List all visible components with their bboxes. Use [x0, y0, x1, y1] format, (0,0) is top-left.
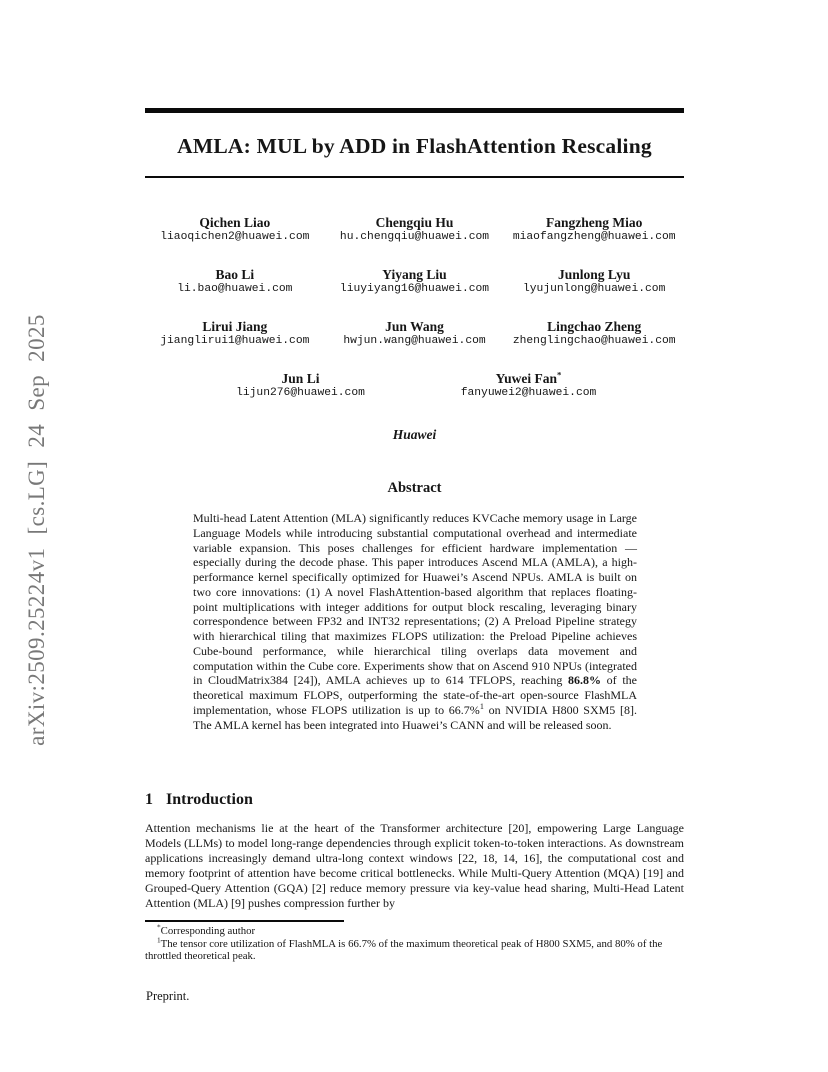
author: [325, 215, 505, 244]
author: [429, 371, 629, 400]
author-email: hu.chengqiu@huawei.com: [339, 231, 490, 243]
introduction-paragraph: Attention mechanisms lie at the heart of the Transformer architecture [20], empowering Large Language Models (LLMs) to model long-range dependencies through explicit token-to-token interactions. As downstream applications increasingly demand ultra-long context windows [22, 18, 14, 16], the computational cost and memory footprint of attention have become critical bottlenecks. While Multi-Query Attention (MQA) [19] and Grouped-Query Attention (GQA) [2] reduce memory pressure via key-value head sharing, Multi-Head Latent Attention (MLA) [9] pushes compression further by: [145, 821, 684, 910]
author: [504, 215, 684, 244]
author-email: jianglirui1@huawei.com: [160, 335, 310, 347]
author-name: Qichen Liao: [199, 215, 271, 230]
footnote-corresponding-author: *Corresponding author: [157, 922, 256, 937]
corresponding-author-mark: *: [557, 369, 562, 380]
footnote-rule: [145, 920, 344, 922]
abstract-bold-value: 86.8%: [568, 673, 602, 688]
footnote-tensor-core: $^1$The tensor core utilization of FlashMLA is 66.7% of the maximum theoretical peak of H800 SXM5, and 80% of the throttled theoretical peak.: [145, 935, 663, 963]
abstract-text: of the theoretical maximum FLOPS, outperforming the state-of-the-art open-source FlashMLA implementation, whose FLOPS utilization is up to 66.7%: [193, 673, 637, 717]
title-rule-top: [145, 108, 684, 113]
paper-title: AMLA: MUL by ADD in FlashAttention Rescaling: [177, 134, 652, 158]
author-email: zhenglingchao@huawei.com: [512, 335, 676, 347]
author-email: lijun276@huawei.com: [236, 387, 365, 399]
abstract-text: Multi-head Latent Attention (MLA) significantly reduces KVCache memory usage in Large Language Models while introducing substantial computational overhead and intermediate variable expansion. This poses challenges for efficient hardware implementation — especially during the decode phase. This paper introduces Ascend MLA (AMLA), a high-performance kernel specifically optimized for Huawei’s Ascend NPUs. AMLA is built on two core innovations: (1) A novel FlashAttention-based algorithm that replaces floating-point multiplications with integer additions for output block rescaling, leveraging binary correspondence between FP32 and INT32 representations; (2) A Preload Pipeline strategy with hierarchical tiling that maximizes FLOPS utilization: the Preload Pipeline achieves Cube-bound performance, while hierarchical tiling overlaps data movement and computation within the Cube core. Experiments show that on Ascend 910 NPUs (integrated in CloudMatrix384 [24]), AMLA achieves up to 614 TFLOPS, reaching: [193, 511, 637, 688]
abstract-text: on NVIDIA H800 SXM5 [8]. The AMLA kernel has been integrated into Huawei’s CANN and will be released soon.: [193, 702, 637, 732]
author-name: Yuwei Fan*: [495, 369, 562, 386]
author-name: Lingchao Zheng: [547, 319, 642, 334]
author: [504, 319, 684, 348]
author-name: Chengqiu Hu: [375, 215, 454, 230]
footnote-marker: *: [157, 922, 161, 932]
footnote-marker: 1: [157, 935, 161, 944]
author-name: Yiyang Liu: [382, 267, 447, 282]
author-email: miaofangzheng@huawei.com: [512, 231, 676, 243]
author-block: [145, 215, 684, 423]
author-email: liaoqichen2@huawei.com: [160, 231, 310, 243]
preprint-label: Preprint.: [146, 989, 190, 1003]
author: [145, 267, 325, 296]
author: [145, 215, 325, 244]
author-name: Lirui Jiang: [202, 319, 268, 334]
author-row: [145, 371, 684, 400]
arxiv-watermark: arXiv:2509.25224v1 [cs.LG] 24 Sep 2025: [24, 314, 49, 746]
author-name: Jun Li: [281, 371, 320, 386]
section-number: 1: [145, 791, 153, 808]
author-row: [145, 215, 684, 244]
author-name: Fangzheng Miao: [545, 215, 643, 230]
footnote-marker: 1: [479, 701, 484, 711]
author: [325, 319, 505, 348]
author: [145, 319, 325, 348]
author-email: fanyuwei2@huawei.com: [460, 387, 597, 399]
author-email: liuyiyang16@huawei.com: [339, 283, 490, 295]
author-name: Junlong Lyu: [557, 267, 631, 282]
author: [201, 371, 401, 400]
abstract-heading: Abstract: [387, 480, 442, 496]
author-name: Bao Li: [215, 267, 255, 282]
author-email: lyujunlong@huawei.com: [522, 283, 666, 295]
author-email: hwjun.wang@huawei.com: [343, 335, 486, 347]
author-name: Jun Wang: [385, 319, 444, 334]
abstract-body: [193, 511, 637, 732]
author-email: li.bao@huawei.com: [177, 283, 293, 295]
title-rule-bottom: [145, 176, 684, 178]
author: [325, 267, 505, 296]
affiliation: Huawei: [392, 427, 437, 442]
author-row: [145, 319, 684, 348]
author: [504, 267, 684, 296]
footnotes: [145, 922, 684, 963]
author-row: [145, 267, 684, 296]
section-heading-introduction: [145, 791, 684, 809]
section-title: Introduction: [166, 791, 253, 808]
